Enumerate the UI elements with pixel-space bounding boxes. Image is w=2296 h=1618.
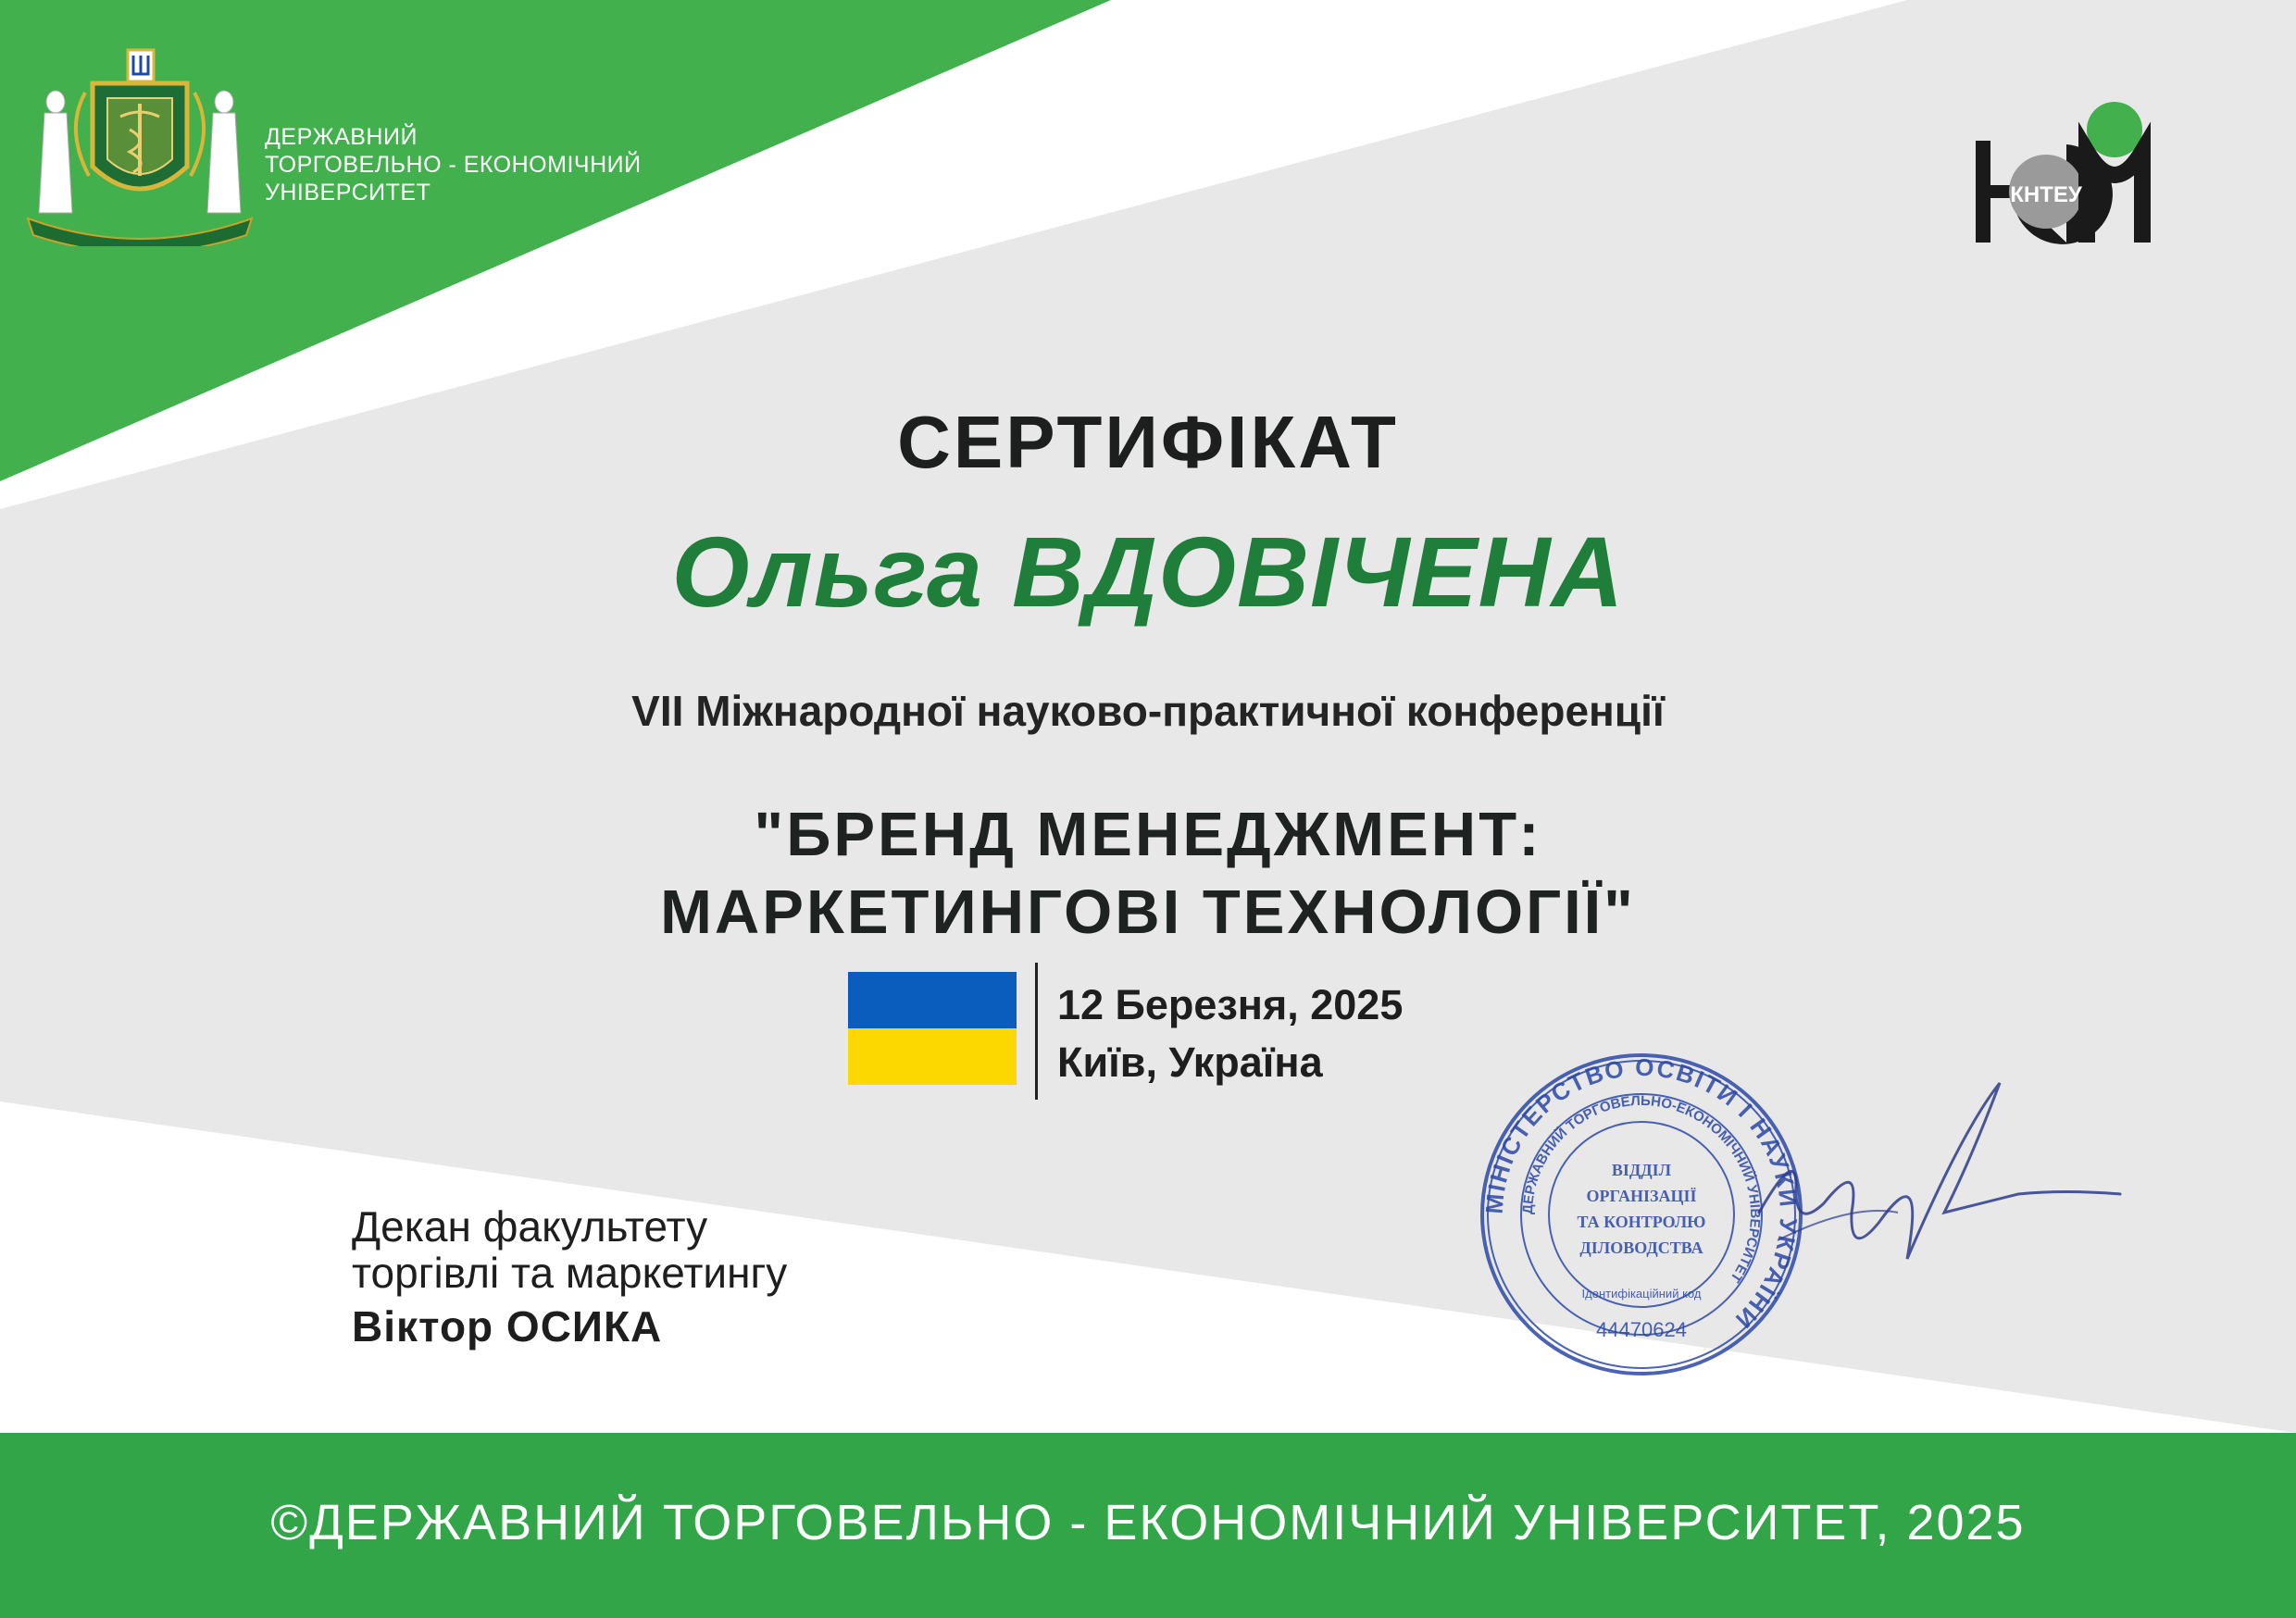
signatory-position-line-2: торгівлі та маркетингу — [352, 1249, 788, 1297]
university-name-line-1: ДЕРЖАВНИЙ — [265, 124, 418, 150]
stamp-inner-text: ДЕРЖАВНИЙ ТОРГОВЕЛЬНО-ЕКОНОМІЧНИЙ УНІВЕРСИТЕТ — [1519, 1092, 1764, 1286]
stamp-outer-text: МІНІСТЕРСТВО ОСВІТИ І НАУКИ УКРАЇНИ — [1479, 1052, 1803, 1336]
certificate-title: СЕРТИФІКАТ — [897, 401, 1399, 483]
conference-title-line-1: "БРЕНД МЕНЕДЖМЕНТ: — [754, 800, 1542, 869]
event-date: 12 Березня, 2025 — [1057, 981, 1404, 1028]
university-name-line-2: ТОРГОВЕЛЬНО - ЕКОНОМІЧНИЙ — [265, 152, 642, 178]
stamp-code: 44470624 — [1596, 1318, 1687, 1341]
stamp-code-label: Ідентифікаційний код — [1581, 1287, 1702, 1301]
ukraine-flag-icon — [848, 972, 1017, 1085]
conference-title-line-2: МАРКЕТИНГОВІ ТЕХНОЛОГІЇ" — [660, 877, 1636, 947]
divider-line — [1035, 963, 1038, 1100]
signature-icon — [1741, 1074, 2129, 1296]
signatory-name: Віктор ОСИКА — [352, 1302, 663, 1350]
stamp-center-line-3: ТА КОНТРОЛЮ — [1577, 1213, 1706, 1231]
stamp-center-line-4: ДІЛОВОДСТВА — [1579, 1238, 1703, 1257]
recipient-name: Ольга ВДОВІЧЕНА — [671, 516, 1625, 628]
kntei-logo-icon — [1976, 96, 2179, 244]
university-name — [265, 123, 691, 206]
university-name-line-3: УНІВЕРСИТЕТ — [265, 180, 431, 205]
stamp-center-line-2: ОРГАНІЗАЦІЇ — [1586, 1187, 1697, 1205]
signatory-position-line-1: Декан факультету — [352, 1202, 708, 1251]
conference-subtitle: VII Міжнародної науково-практичної конференції — [631, 687, 1665, 735]
svg-text:КНТЕУ: КНТЕУ — [2010, 182, 2082, 207]
conference-title — [0, 796, 2296, 952]
footer-copyright: ©ДЕРЖАВНИЙ ТОРГОВЕЛЬНО - ЕКОНОМІЧНИЙ УНІВЕРСИТЕТ, 2025 — [270, 1495, 2026, 1550]
university-crest-icon — [19, 37, 261, 246]
event-place: Київ, Україна — [1057, 1039, 1323, 1086]
stamp-center-line-1: ВІДДІЛ — [1611, 1161, 1672, 1179]
